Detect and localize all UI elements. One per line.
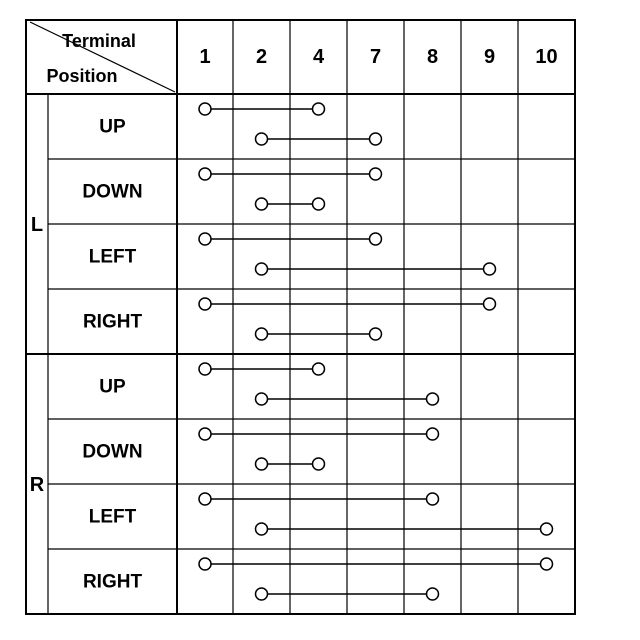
terminal-node — [199, 493, 211, 505]
terminal-number-header: 8 — [426, 46, 439, 68]
terminal-number-header: 4 — [312, 46, 325, 68]
terminal-node — [199, 363, 211, 375]
position-label: LEFT — [88, 506, 137, 528]
terminal-node — [541, 558, 553, 570]
group-label: L — [30, 214, 44, 236]
terminal-node — [541, 523, 553, 535]
terminal-number-header: 7 — [369, 46, 382, 68]
table-header — [47, 31, 136, 86]
terminal-node — [484, 263, 496, 275]
terminal-node — [370, 328, 382, 340]
terminal-node — [313, 458, 325, 470]
connection-1-10 — [199, 558, 553, 570]
group-label: R — [29, 474, 45, 496]
terminal-node — [370, 133, 382, 145]
connection-2-7 — [256, 133, 382, 145]
connection-2-9 — [256, 263, 496, 275]
terminal-node — [313, 103, 325, 115]
terminal-node — [427, 493, 439, 505]
connection-2-7 — [256, 328, 382, 340]
terminal-number-header: 2 — [255, 46, 268, 68]
position-label: DOWN — [82, 181, 143, 203]
connection-1-4 — [199, 363, 325, 375]
terminal-node — [370, 233, 382, 245]
position-label: RIGHT — [82, 311, 143, 333]
position-header-label: Position — [46, 66, 118, 86]
terminal-node — [256, 458, 268, 470]
terminal-node — [427, 428, 439, 440]
connection-1-8 — [199, 428, 439, 440]
terminal-node — [199, 298, 211, 310]
terminal-node — [256, 393, 268, 405]
terminal-node — [199, 233, 211, 245]
terminal-header-label: Terminal — [62, 31, 136, 51]
terminal-node — [427, 393, 439, 405]
terminal-node — [313, 198, 325, 210]
terminal-number-header: 1 — [199, 46, 211, 68]
terminal-node — [370, 168, 382, 180]
terminal-node — [256, 328, 268, 340]
position-label: UP — [99, 116, 126, 138]
terminal-number-header: 9 — [483, 46, 496, 68]
terminal-node — [199, 168, 211, 180]
terminal-node — [256, 198, 268, 210]
terminal-node — [427, 588, 439, 600]
terminal-number-header: 10 — [535, 46, 558, 68]
connection-1-4 — [199, 103, 325, 115]
terminal-number-headers — [199, 46, 557, 68]
position-label: LEFT — [88, 246, 137, 268]
terminal-node — [256, 133, 268, 145]
terminal-node — [256, 523, 268, 535]
terminal-node — [313, 363, 325, 375]
terminal-node — [484, 298, 496, 310]
position-label: DOWN — [82, 441, 143, 463]
terminal-node — [256, 588, 268, 600]
terminal-node — [199, 558, 211, 570]
terminal-node — [256, 263, 268, 275]
terminal-node — [199, 428, 211, 440]
position-label: RIGHT — [82, 571, 143, 593]
terminal-node — [199, 103, 211, 115]
position-label: UP — [99, 376, 126, 398]
connection-1-8 — [199, 493, 439, 505]
continuity-connections — [199, 103, 553, 600]
